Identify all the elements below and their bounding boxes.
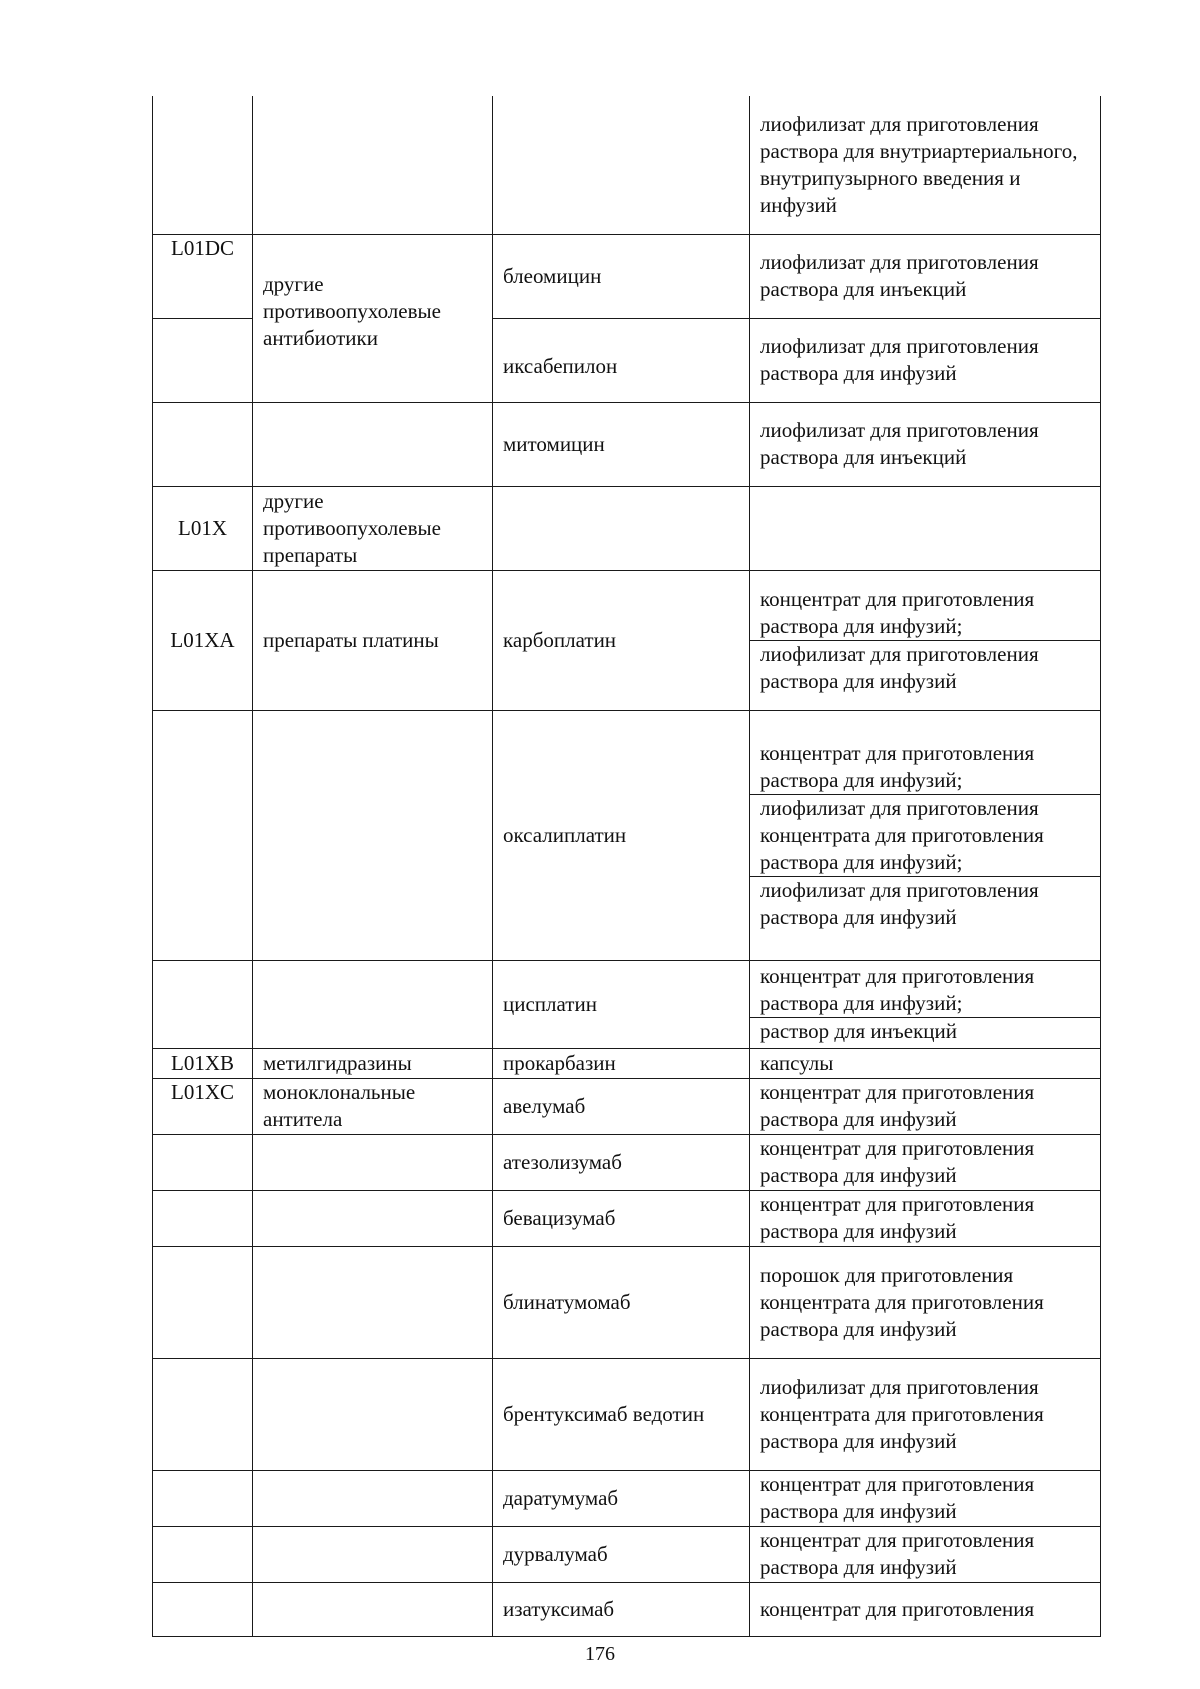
dosage-form: лиофилизат для приготовления раствора для инфузий xyxy=(760,334,1039,385)
dosage-form: капсулы xyxy=(760,1050,834,1075)
atc-code-cell: L01XC xyxy=(153,1078,253,1134)
dosage-form: лиофилизат для приготовления раствора для внутриартериального, внутрипузырного введения и инфузий xyxy=(760,111,1078,217)
dosage-form: лиофилизат для приготовления раствора для инъекций xyxy=(760,250,1039,301)
group-cell xyxy=(253,1470,493,1526)
table-row xyxy=(153,710,1101,960)
atc-code-cell: L01X xyxy=(153,486,253,570)
group-cell xyxy=(253,960,493,1048)
drug-name-cell: оксалиплатин xyxy=(493,710,750,960)
atc-code-cell xyxy=(153,1470,253,1526)
table-row xyxy=(153,1358,1101,1470)
dosage-form-cell xyxy=(750,1358,1101,1470)
table-row xyxy=(153,570,1101,710)
table-row xyxy=(153,960,1101,1048)
dosage-form: концентрат для приготовления раствора для инфузий xyxy=(760,1080,1035,1131)
atc-code-cell: L01XA xyxy=(153,570,253,710)
dosage-form: концентрат для приготовления раствора для инфузий xyxy=(760,1472,1035,1523)
table-row xyxy=(153,1246,1101,1358)
dosage-form-cell xyxy=(750,570,1101,710)
drug-name-cell xyxy=(493,486,750,570)
table-row xyxy=(153,402,1101,486)
atc-code-cell: L01XB xyxy=(153,1048,253,1078)
group-cell: другие противоопухолевые антибиотики xyxy=(253,234,493,402)
drug-name-cell: карбоплатин xyxy=(493,570,750,710)
dosage-form: лиофилизат для приготовления концентрата для приготовления раствора для инфузий; xyxy=(750,794,1100,876)
dosage-form: концентрат для приготовления раствора для инфузий xyxy=(760,1528,1035,1579)
atc-code-cell xyxy=(153,318,253,402)
group-cell xyxy=(253,1526,493,1582)
drug-name-cell: брентуксимаб ведотин xyxy=(493,1358,750,1470)
dosage-form-cell xyxy=(750,402,1101,486)
dosage-form-cell xyxy=(750,234,1101,318)
dosage-form: концентрат для приготовления раствора для инфузий xyxy=(760,1136,1035,1187)
dosage-form-cell xyxy=(750,1190,1101,1246)
drug-name-cell xyxy=(493,96,750,234)
dosage-form: концентрат для приготовления xyxy=(760,1596,1035,1621)
dosage-form: порошок для приготовления концентрата для приготовления раствора для инфузий xyxy=(760,1262,1044,1341)
group-cell: моноклональные антитела xyxy=(253,1078,493,1134)
drug-name-cell: бевацизумаб xyxy=(493,1190,750,1246)
group-cell xyxy=(253,1582,493,1636)
table-row xyxy=(153,486,1101,570)
dosage-form: лиофилизат для приготовления раствора для инъекций xyxy=(760,418,1039,469)
drug-name-cell: даратумумаб xyxy=(493,1470,750,1526)
dosage-form: концентрат для приготовления раствора для инфузий xyxy=(760,1192,1035,1243)
table-row xyxy=(153,1190,1101,1246)
atc-code-cell xyxy=(153,1582,253,1636)
dosage-form-cell xyxy=(750,1470,1101,1526)
group-cell: другие противоопухолевые препараты xyxy=(253,486,493,570)
dosage-form-cell xyxy=(750,960,1101,1048)
table-row xyxy=(153,1582,1101,1636)
atc-code-cell xyxy=(153,1526,253,1582)
group-cell xyxy=(253,710,493,960)
dosage-form-cell xyxy=(750,1134,1101,1190)
drug-name-cell: митомицин xyxy=(493,402,750,486)
table-row xyxy=(153,234,1101,318)
group-cell xyxy=(253,1358,493,1470)
dosage-form: лиофилизат для приготовления концентрата для приготовления раствора для инфузий xyxy=(760,1374,1044,1453)
drug-name-cell: блинатумомаб xyxy=(493,1246,750,1358)
drug-name-cell: блеомицин xyxy=(493,234,750,318)
dosage-form-cell xyxy=(750,1526,1101,1582)
dosage-form-cell xyxy=(750,318,1101,402)
group-cell xyxy=(253,1246,493,1358)
atc-code-cell xyxy=(153,1134,253,1190)
page-number: 176 xyxy=(585,1643,615,1665)
group-cell xyxy=(253,402,493,486)
group-cell xyxy=(253,1190,493,1246)
group-cell xyxy=(253,1134,493,1190)
atc-code-cell xyxy=(153,96,253,234)
atc-code-cell xyxy=(153,402,253,486)
dosage-form: концентрат для приготовления раствора для инфузий; xyxy=(760,964,1035,1015)
atc-code-cell xyxy=(153,960,253,1048)
atc-code-cell: L01DC xyxy=(153,234,253,318)
drug-name-cell: дурвалумаб xyxy=(493,1526,750,1582)
dosage-form-cell xyxy=(750,1246,1101,1358)
drug-name-cell: авелумаб xyxy=(493,1078,750,1134)
group-cell: метилгидразины xyxy=(253,1048,493,1078)
drug-name-cell: иксабепилон xyxy=(493,318,750,402)
dosage-form-cell xyxy=(750,486,1101,570)
table-row xyxy=(153,1048,1101,1078)
drug-name-cell: прокарбазин xyxy=(493,1048,750,1078)
atc-code-cell xyxy=(153,1246,253,1358)
group-cell xyxy=(253,96,493,234)
dosage-form: концентрат для приготовления раствора для инфузий; xyxy=(760,586,1035,638)
dosage-form: раствор для инъекций xyxy=(750,1017,1100,1045)
dosage-form-cell xyxy=(750,1582,1101,1636)
dosage-form-cell xyxy=(750,1078,1101,1134)
dosage-form-cell xyxy=(750,1048,1101,1078)
drug-name-cell: атезолизумаб xyxy=(493,1134,750,1190)
table-row xyxy=(153,1470,1101,1526)
dosage-form-cell xyxy=(750,96,1101,234)
atc-code-cell xyxy=(153,1358,253,1470)
drug-name-cell: изатуксимаб xyxy=(493,1582,750,1636)
drug-table xyxy=(152,96,1101,1637)
drug-name-cell: цисплатин xyxy=(493,960,750,1048)
table-row xyxy=(153,1526,1101,1582)
atc-code-cell xyxy=(153,1190,253,1246)
dosage-form: лиофилизат для приготовления раствора для инфузий xyxy=(750,640,1100,695)
dosage-form-cell xyxy=(750,710,1101,960)
table-row xyxy=(153,1078,1101,1134)
table-row xyxy=(153,96,1101,234)
group-cell: препараты платины xyxy=(253,570,493,710)
table-row xyxy=(153,1134,1101,1190)
dosage-form: концентрат для приготовления раствора для инфузий; xyxy=(760,740,1035,792)
dosage-form: лиофилизат для приготовления раствора для инфузий xyxy=(750,876,1100,931)
atc-code-cell xyxy=(153,710,253,960)
